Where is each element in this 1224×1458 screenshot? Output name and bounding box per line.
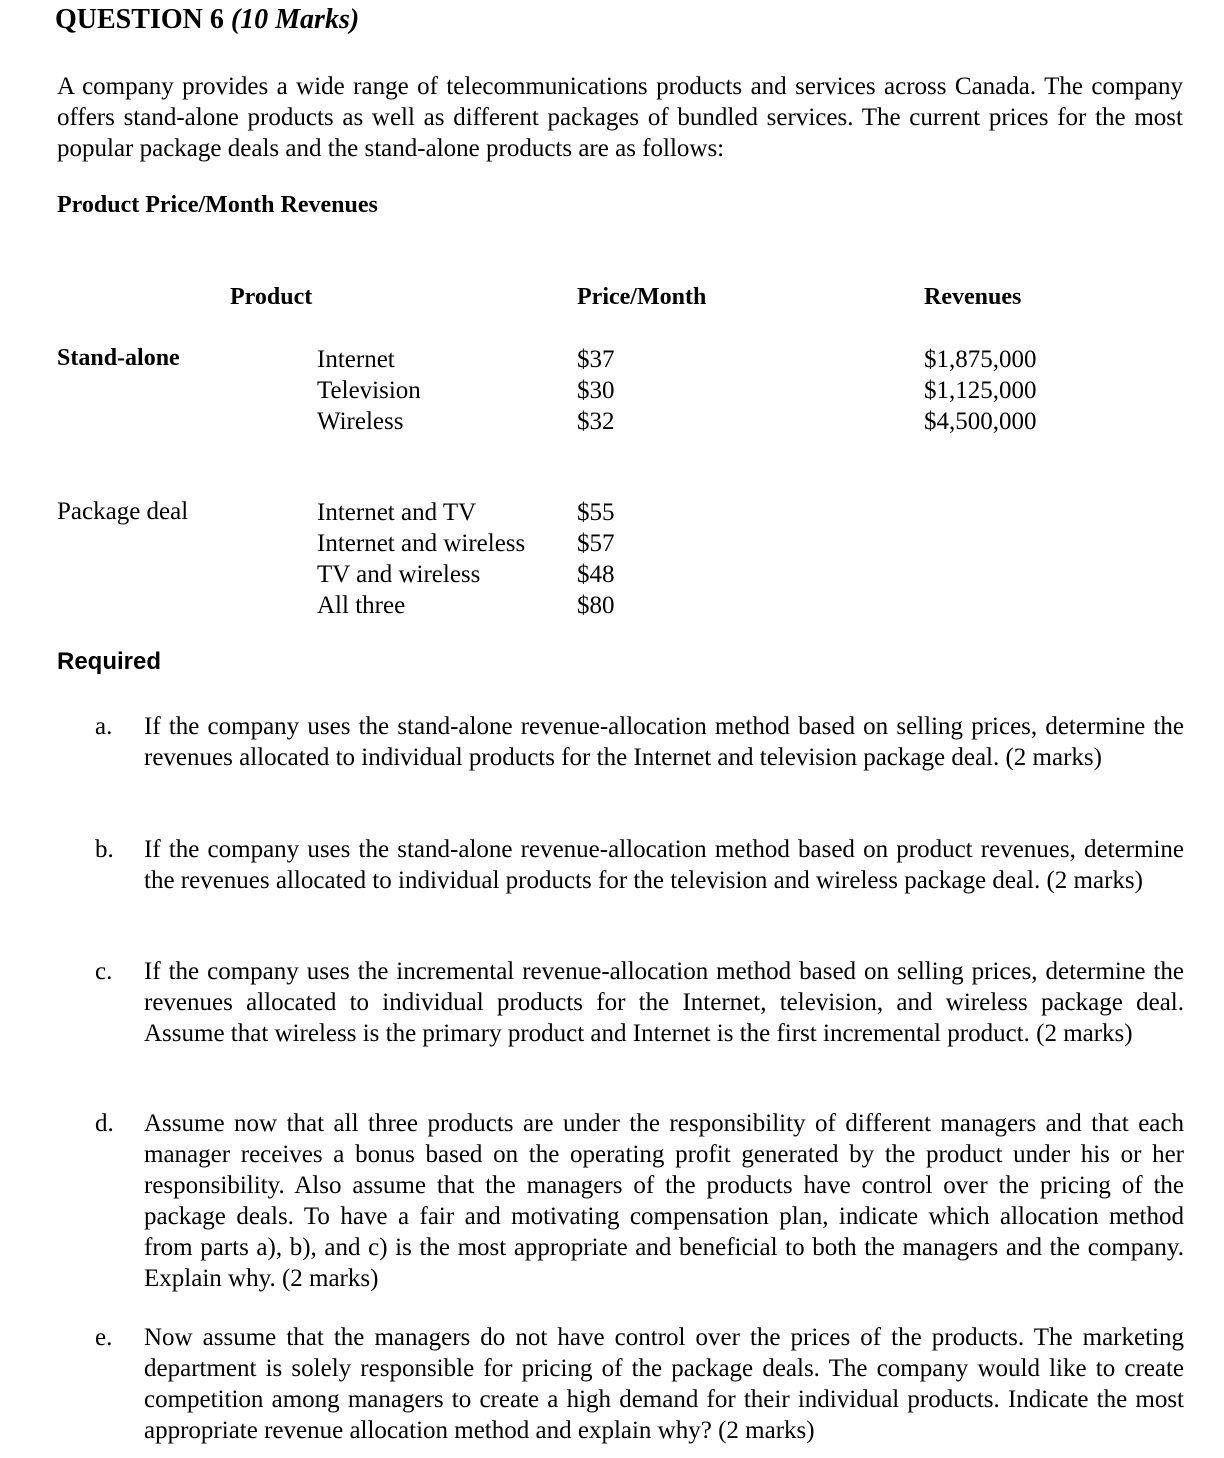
item-letter: c. [95, 958, 113, 985]
table-cell: Television [317, 377, 421, 404]
table-cell: $55 [577, 499, 615, 526]
package-prices [577, 497, 615, 621]
header-product: Product [230, 284, 313, 310]
item-text: If the company uses the stand-alone revenue-allocation method based on selling prices, determine the revenues allocated to individual products for the Internet and television package deal. (2 marks) [144, 713, 1184, 771]
table-cell: $80 [577, 592, 615, 619]
table-cell: Internet [317, 346, 395, 373]
table-cell: Internet and TV [317, 499, 477, 526]
table-cell: $48 [577, 561, 615, 588]
table-cell: $30 [577, 377, 615, 404]
standalone-products [317, 344, 421, 437]
table-cell: TV and wireless [317, 561, 481, 588]
required-heading: Required [57, 648, 162, 675]
item-letter: d. [95, 1110, 114, 1137]
table-cell: All three [317, 592, 406, 619]
item-text: Assume now that all three products are under the responsibility of different managers and that each manager receives a bonus based on the operating profit generated by the product under his or her responsibility. Also assume that the managers of the products have control over the pricing of the package deals. To have a fair and motivating compensation plan, indicate which allocation method from parts a), b), and c) is the most appropriate and beneficial to both the managers and the company. Explain why. (2 marks) [144, 1110, 1184, 1292]
table-cell: $37 [577, 346, 615, 373]
standalone-prices [577, 344, 615, 437]
table-cell: Internet and wireless [317, 530, 526, 557]
question-title: QUESTION 6 (10 Marks) [55, 4, 360, 35]
table-caption: Product Price/Month Revenues [57, 192, 378, 218]
group-label-package: Package deal [57, 498, 189, 525]
item-text: Now assume that the managers do not have control over the prices of the products. The marketing department is solely responsible for pricing of the package deals. The company would like to create competition among managers to create a high demand for their individual products. Indicate the most appropriate revenue allocation method and explain why? (2 marks) [144, 1324, 1184, 1444]
item-letter: b. [95, 836, 114, 863]
table-cell: $57 [577, 530, 615, 557]
table-cell: $1,125,000 [924, 377, 1037, 404]
item-letter: e. [95, 1324, 113, 1351]
intro-paragraph: A company provides a wide range of telecommunications products and services across Canada. The company offers stand-alone products as well as different packages of bundled services. The current prices for the most popular package deals and the stand-alone products are as follows: [57, 73, 1183, 162]
table-cell: $4,500,000 [924, 408, 1037, 435]
table-cell: $1,875,000 [924, 346, 1037, 373]
standalone-revenues [924, 344, 1037, 437]
question-marks: (10 Marks) [230, 4, 360, 35]
header-revenues: Revenues [924, 284, 1022, 310]
item-letter: a. [95, 713, 113, 740]
package-products [317, 497, 525, 621]
table-cell: Wireless [317, 408, 404, 435]
table-cell: $32 [577, 408, 615, 435]
item-text: If the company uses the stand-alone revenue-allocation method based on product revenues, determine the revenues allocated to individual products for the television and wireless package deal. (2 marks) [144, 836, 1184, 894]
item-text: If the company uses the incremental revenue-allocation method based on selling prices, determine the revenues allocated to individual products for the Internet, television, and wireless package deal. Assume that wireless is the primary product and Internet is the first incremental product. (2 marks) [144, 958, 1184, 1047]
group-label-standalone: Stand-alone [57, 345, 180, 371]
header-price: Price/Month [577, 284, 707, 310]
